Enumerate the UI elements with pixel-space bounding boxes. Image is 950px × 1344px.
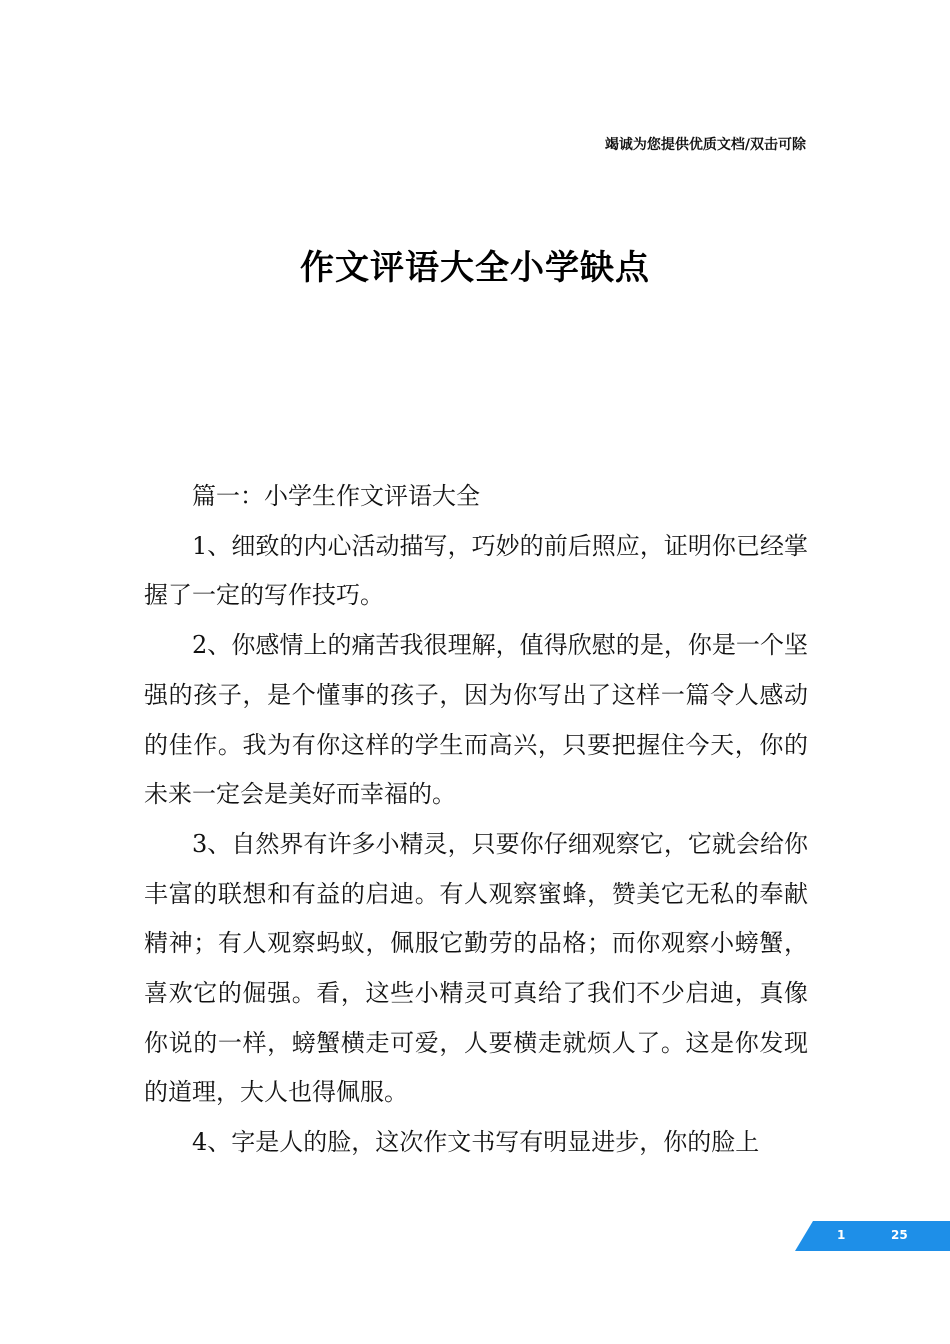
page-total: 25 — [891, 1228, 908, 1242]
header-note: 竭诚为您提供优质文档/双击可除 — [604, 137, 806, 153]
page-number: 1 — [837, 1228, 846, 1242]
document-title: 作文评语大全小学缺点 — [300, 248, 650, 288]
paragraph-section-heading: 篇一：小学生作文评语大全 — [192, 482, 480, 510]
paragraph-comment-1: 1、细致的内心活动描写，巧妙的前后照应，证明你已经掌握了一定的写作技巧。 — [144, 531, 808, 610]
document-body — [144, 472, 808, 1168]
page-footer-bar — [795, 1221, 950, 1251]
paragraph-comment-2: 2、你感情上的痛苦我很理解，值得欣慰的是，你是一个坚强的孩子，是个懂事的孩子，因为你写出了这样一篇令人感动的佳作。我为有你这样的学生而高兴，只要把握住今天，你的未来一定会是美好而幸福的。 — [144, 631, 808, 809]
paragraph-comment-4: 4、字是人的脸，这次作文书写有明显进步，你的脸上 — [192, 1128, 760, 1157]
footer-bar-shape — [795, 1221, 950, 1251]
paragraph-comment-3: 3、自然界有许多小精灵，只要你仔细观察它，它就会给你丰富的联想和有益的启迪。有人观察蜜蜂，赞美它无私的奉献精神；有人观察蚂蚁，佩服它勤劳的品格；而你观察小螃蟹，喜欢它的倔强。看，这些小精灵可真给了我们不少启迪，真像你说的一样，螃蟹横走可爱，人要横走就烦人了。这是你发现的道理，大人也得佩服。 — [144, 829, 808, 1107]
